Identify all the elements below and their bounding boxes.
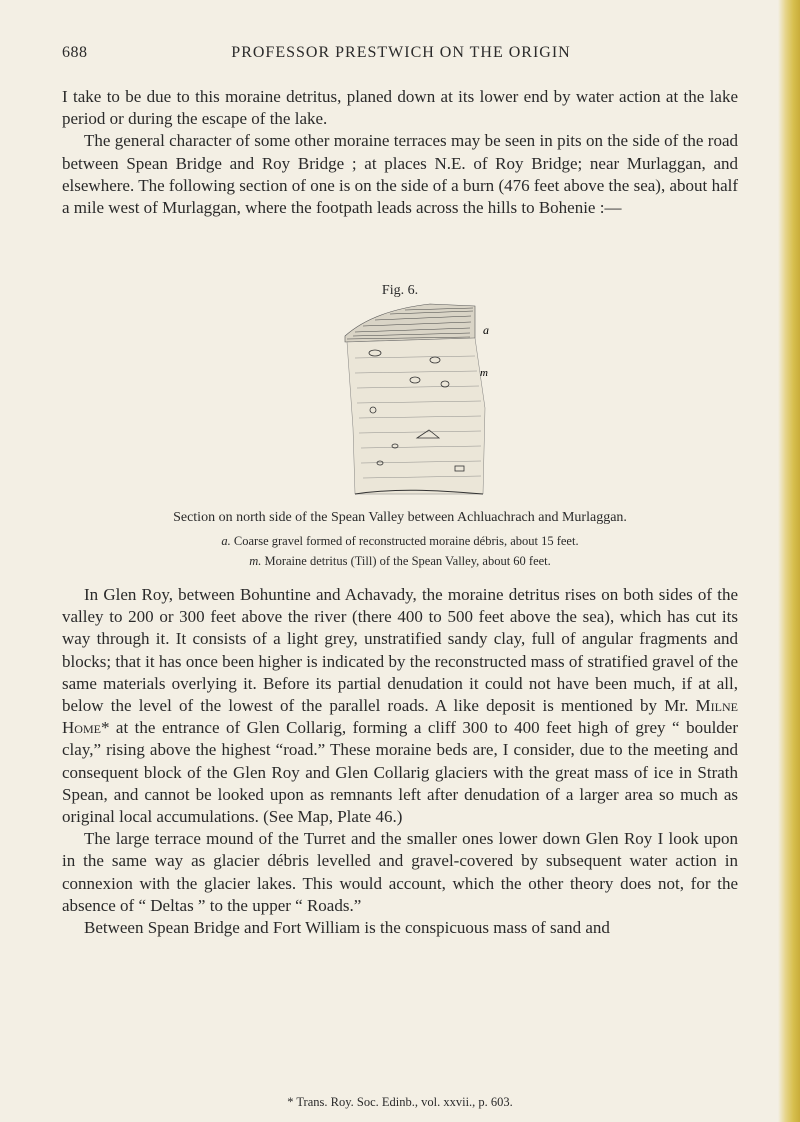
paragraph-2-text-3: The large terrace mound of the Turret and the smaller ones lower down Glen Roy I look upon in the same way as glacier débris levelled and gravel-covered by subsequent water action in connexion with the glacier lakes. This would account, which the other theory does not, for the absence of “ Deltas ” to the upper “ Roads.” xyxy=(62,829,738,915)
page-header xyxy=(62,44,740,68)
page-number: 688 xyxy=(62,44,88,61)
figure-marker-m: m xyxy=(480,367,488,379)
paragraph-2 xyxy=(62,584,738,939)
paragraph-1-sentence-2: The general character of some other moraine terraces may be seen in pits on the side of the road between Spean Bridge and Roy Bridge ; at places N.E. of Roy Bridge; near Murlaggan, and elsewhere. The following section of one is on the side of a burn (476 feet above the sea), about half a mile west of Murlaggan, where the footpath leads across the hills to Bohenie :— xyxy=(62,131,738,218)
legend-m-letter: m. xyxy=(249,554,262,568)
legend-a-letter: a. xyxy=(221,534,231,548)
paragraph-2-text-2: * at the entrance of Glen Collarig, forming a cliff 300 to 400 feet high of grey “ boulder clay,” rising above the highest “road.” These moraine beds are, I consider, due to the meeting and consequent block of the Glen Roy and Glen Collarig glaciers with the great mass of ice in Strath Spean, and cannot be looked upon as remnants left after denudation of a larger area so much as original local accumulations. (See Map, Plate 46.) xyxy=(62,718,738,827)
figure-marker-a: a xyxy=(483,323,489,337)
figure-label: Fig. 6. xyxy=(381,283,419,298)
section-figure xyxy=(335,298,495,496)
figure-caption: Section on north side of the Spean Valley between Achluachrach and Murlaggan. xyxy=(173,510,627,525)
author-name-milne-home: Milne Home xyxy=(62,696,738,738)
paragraph-1 xyxy=(62,86,738,219)
footnote: * Trans. Roy. Soc. Edinb., vol. xxvii., p. 603. xyxy=(287,1095,513,1109)
legend-m-text: Moraine detritus (Till) of the Spean Valley, about 60 feet. xyxy=(264,554,551,568)
figure-legend-m xyxy=(0,554,800,569)
figure-legend-a xyxy=(0,534,800,549)
legend-a-text: Coarse gravel formed of reconstructed moraine débris, about 15 feet. xyxy=(233,534,579,548)
paragraph-1-sentence-1: I take to be due to this moraine detritus, planed down at its lower end by water action at the lake period or during the escape of the lake. xyxy=(62,87,738,129)
paragraph-2-text-4: Between Spean Bridge and Fort William is the conspicuous mass of sand and xyxy=(84,918,610,938)
running-head: PROFESSOR PRESTWICH ON THE ORIGIN xyxy=(231,44,571,61)
paragraph-2-text-1: In Glen Roy, between Bohuntine and Achavady, the moraine detritus rises on both sides of the valley to 200 or 300 feet above the river (there 400 to 500 feet above the sea), which has cut its way through it. It consists of a light grey, unstratified sandy clay, full of angular fragments and blocks; that it has once been higher is indicated by the reconstructed mass of stratified gravel of the same materials overlying it. Before its partial denudation it could not have been much, if at all, below the level of the lowest of the parallel roads. A like deposit is mentioned by Mr. xyxy=(62,585,738,716)
